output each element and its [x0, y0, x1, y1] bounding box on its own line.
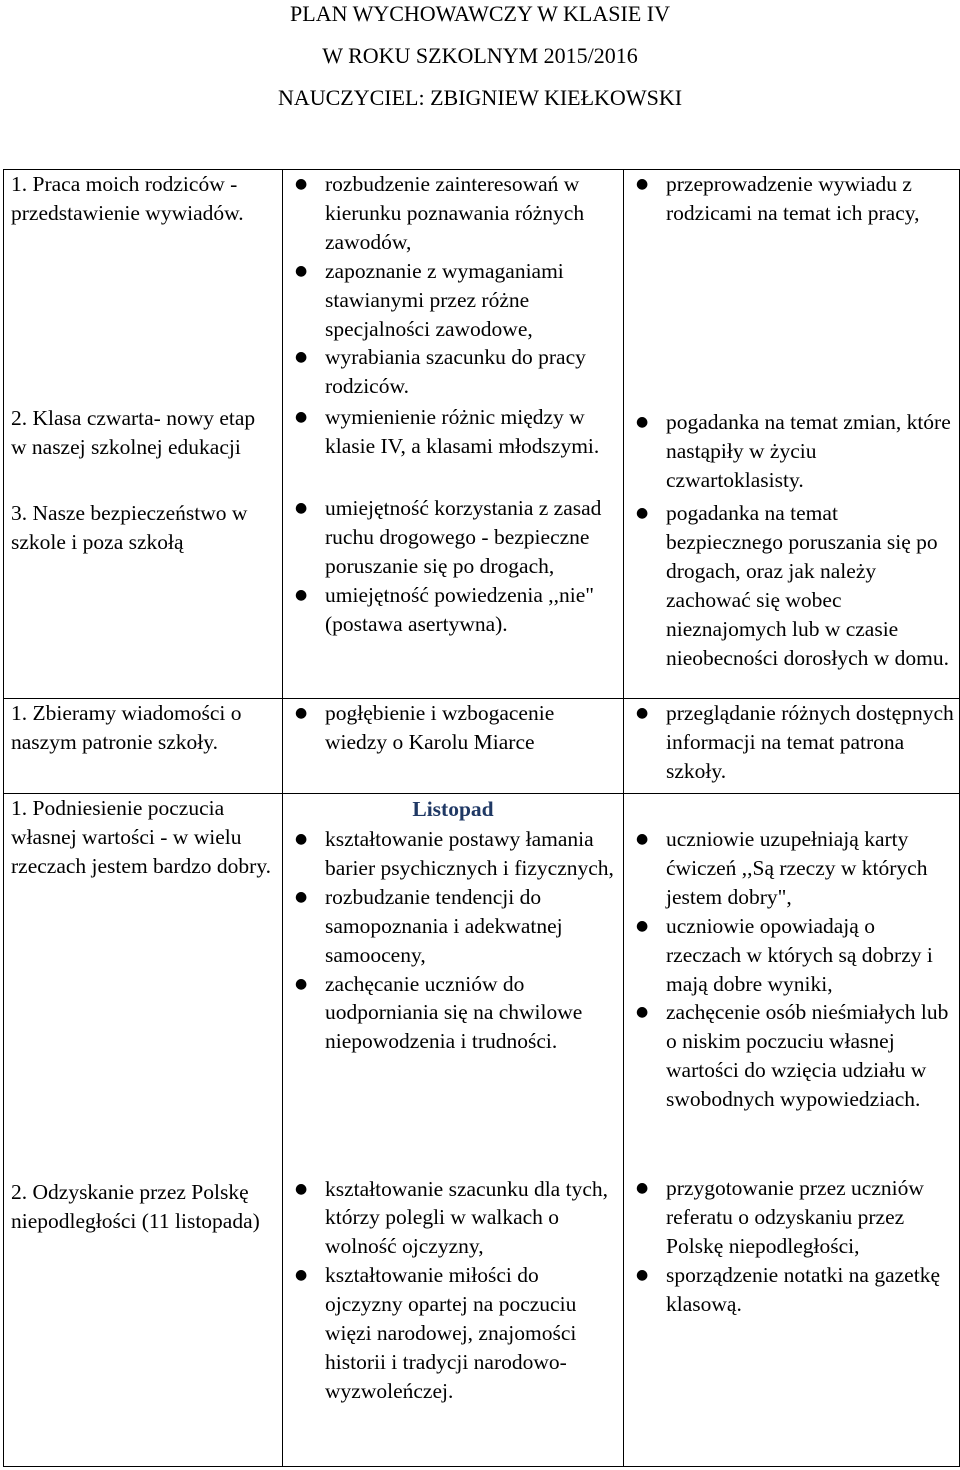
- list-item-text: zachęcenie osób nieśmiałych lub o niskim poczuciu własnej wartości do wzięcia udziału w swobodnych wypowiedziach.: [666, 1000, 949, 1112]
- topic-cell: [4, 699, 283, 794]
- list-item-text: pogadanka na temat zmian, które nastąpiły w życiu czwartoklasisty.: [666, 410, 951, 492]
- list-item-text: zapoznanie z wymaganiami stawianymi przez różne specjalności zawodowe,: [325, 258, 564, 341]
- topic-text: 1. Podniesienie poczucia własnej wartości - w wielu rzeczach jestem bardzo dobry.: [11, 796, 272, 878]
- methods-cell: [624, 794, 960, 1467]
- bullet-dot-icon: ●: [636, 1180, 649, 1197]
- list-item-text: pogłębienie i wzbogacenie wiedzy o Karolu Miarce: [325, 701, 555, 754]
- topic-cell: [4, 170, 283, 699]
- topic-text: 1. Praca moich rodziców - przedstawienie wywiadów.: [11, 172, 244, 225]
- bullet-dot-icon: ●: [295, 262, 308, 279]
- goals-cell: [283, 699, 624, 794]
- bullet-dot-icon: ●: [295, 975, 308, 992]
- list-item: [283, 494, 619, 581]
- list-item: [283, 581, 619, 639]
- bullet-dot-icon: ●: [636, 505, 649, 521]
- topic-text: 2. Odzyskanie przez Polskę niepodległości (11 listopada): [11, 1180, 260, 1233]
- list-item: [624, 499, 955, 672]
- list-item-text: wymienienie różnic między w klasie IV, a klasami młodszymi.: [325, 405, 600, 459]
- list-item-text: przeglądanie różnych dostępnych informacji na temat patrona szkoły.: [666, 701, 954, 783]
- list-item: [283, 1261, 619, 1406]
- bullet-dot-icon: ●: [295, 888, 308, 905]
- list-item: [283, 170, 619, 257]
- topic-text: 1. Zbieramy wiadomości o naszym patronie szkoły.: [11, 701, 242, 754]
- goals-cell: [283, 170, 624, 699]
- list-item-text: rozbudzenie zainteresowań w kierunku poznawania różnych zawodów,: [325, 172, 585, 254]
- list-item: [624, 998, 955, 1174]
- list-item: [283, 343, 619, 403]
- list-item-text: uczniowie uzupełniają karty ćwiczeń ,,Są rzeczy w których jestem dobry",: [666, 827, 928, 909]
- list-item-text: przygotowanie przez uczniów referatu o odzyskaniu przez Polskę niepodległości,: [666, 1176, 924, 1259]
- list-item-text: wyrabiania szacunku do pracy rodziców.: [325, 345, 586, 399]
- list-item: [624, 912, 955, 999]
- list-item: [283, 257, 619, 344]
- bullet-dot-icon: ●: [636, 1267, 649, 1284]
- header-teacher: NAUCZYCIEL: ZBIGNIEW KIEŁKOWSKI: [277, 85, 683, 110]
- bullet-dot-icon: ●: [295, 500, 308, 517]
- bullet-dot-icon: ●: [636, 705, 649, 721]
- bullet-dot-icon: ●: [295, 1267, 308, 1284]
- list-item-text: umiejętność powiedzenia ,,nie" (postawa asertywna).: [325, 583, 595, 637]
- list-item: [624, 170, 955, 408]
- topic-cell: [4, 794, 283, 1467]
- list-item: [624, 1174, 955, 1261]
- bullet-dot-icon: ●: [636, 917, 649, 934]
- header-title: PLAN WYCHOWAWCZY W KLASIE IV: [290, 1, 670, 26]
- bullet-dot-icon: ●: [295, 409, 308, 426]
- bullet-dot-icon: ●: [295, 1180, 308, 1197]
- goals-cell: [283, 794, 624, 1467]
- list-item: [283, 970, 619, 1175]
- bullet-dot-icon: ●: [295, 349, 308, 366]
- bullet-dot-icon: ●: [295, 587, 308, 604]
- list-item: [624, 825, 955, 912]
- list-item-text: pogadanka na temat bezpiecznego poruszania się po drogach, oraz jak należy zachować się wobec nieznajomych lub w czasie nieobecności dorosłych w domu.: [666, 501, 950, 670]
- list-item-text: rozbudzanie tendencji do samopoznania i adekwatnej samooceny,: [325, 884, 563, 967]
- list-item: [283, 403, 619, 494]
- bullet-dot-icon: ●: [295, 176, 308, 192]
- list-item-text: kształtowanie postawy łamania barier psychicznych i fizycznych,: [325, 827, 614, 880]
- bullet-dot-icon: ●: [636, 1004, 649, 1021]
- list-item-text: uczniowie opowiadają o rzeczach w których są dobrzy i mają dobre wyniki,: [666, 913, 933, 996]
- methods-cell: [624, 170, 960, 699]
- list-item: [283, 1175, 619, 1262]
- bullet-dot-icon: ●: [636, 831, 649, 847]
- list-item-text: umiejętność korzystania z zasad ruchu drogowego - bezpieczne poruszanie się po drogach,: [325, 496, 602, 579]
- list-item-text: sporządzenie notatki na gazetkę klasową.: [666, 1263, 940, 1317]
- list-item: [624, 699, 955, 786]
- list-item: [283, 883, 619, 970]
- bullet-dot-icon: ●: [295, 831, 308, 847]
- bullet-dot-icon: ●: [636, 176, 649, 192]
- document-header: [0, 0, 960, 129]
- methods-cell: [624, 699, 960, 794]
- list-item: [283, 825, 619, 883]
- table-row: [4, 794, 960, 1467]
- list-item: [624, 408, 955, 499]
- plan-table: [3, 169, 960, 1467]
- table-row: [4, 699, 960, 794]
- list-item: [624, 1261, 955, 1319]
- header-school-year: W ROKU SZKOLNYM 2015/2016: [322, 43, 638, 68]
- list-item-text: przeprowadzenie wywiadu z rodzicami na temat ich pracy,: [666, 172, 920, 225]
- topic-text: 3. Nasze bezpieczeństwo w szkole i poza szkołą: [11, 501, 248, 554]
- list-item-text: kształtowanie szacunku dla tych, którzy polegli w walkach o wolność ojczyzny,: [325, 1176, 608, 1259]
- topic-text: 2. Klasa czwarta- nowy etap w naszej szkolnej edukacji: [11, 406, 256, 459]
- list-item-text: kształtowanie miłości do ojczyzny opartej na poczuciu więzi narodowej, znajomości historii i tradycji narodowo- wyzwoleńczej.: [325, 1263, 577, 1403]
- list-item-text: zachęcanie uczniów do uodporniania się na chwilowe niepowodzenia i trudności.: [325, 971, 583, 1054]
- bullet-dot-icon: ●: [636, 414, 649, 430]
- table-row: [4, 170, 960, 699]
- list-item: [283, 699, 619, 757]
- month-heading: Listopad: [412, 797, 494, 821]
- bullet-dot-icon: ●: [295, 705, 308, 721]
